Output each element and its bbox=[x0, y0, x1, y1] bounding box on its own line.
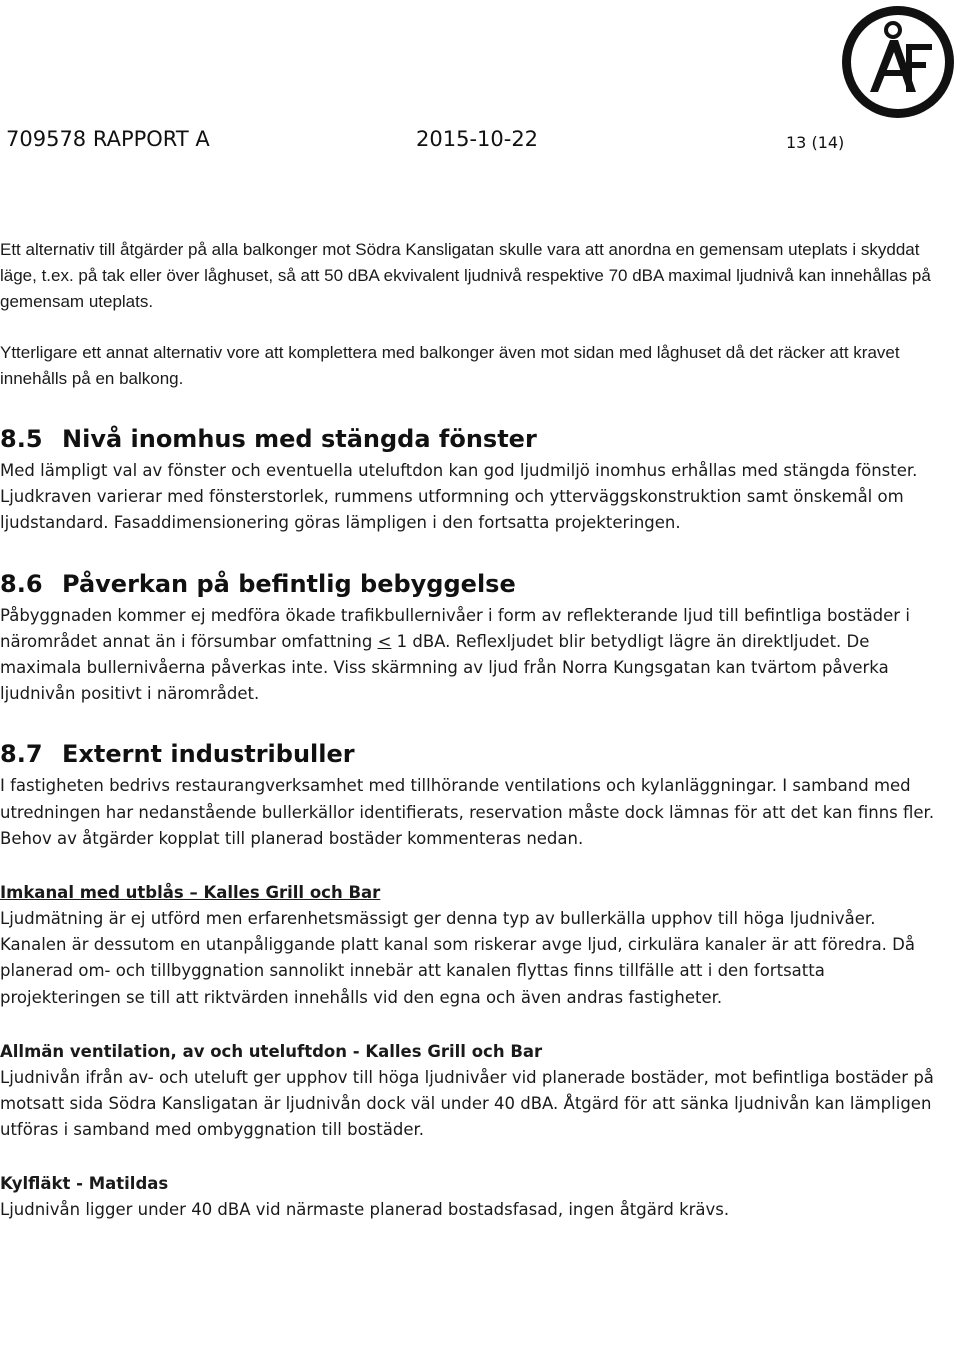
subsection-body: Ljudnivån ifrån av- och uteluft ger upphov till höga ljudnivåer vid planerade bostäder, mot befintliga bostäder på motsatt sida Södra Kansligatan är ljudnivån dock väl under 40 dBA. Åtgärd för att sänka ljudnivån kan lämpligen utföras i samband med ombyggnation till bostäder. bbox=[0, 1067, 934, 1140]
section-heading: 8.5 Nivå inomhus med stängda fönster bbox=[0, 425, 537, 454]
section-body: I fastigheten bedrivs restaurangverksamhet med tillhörande ventilations och kylanläggningar. I samband med utredningen har nedanstående bullerkällor identifierats, reservation måste dock lämnas för att det kan finns fler. Behov av åtgärder kopplat till planerad bostäder kommenteras nedan. bbox=[0, 776, 935, 848]
subsection-body: Ljudnivån ligger under 40 dBA vid närmaste planerad bostadsfasad, ingen åtgärd krävs. bbox=[0, 1200, 730, 1220]
section-heading: 8.6 Påverkan på befintlig bebyggelse bbox=[0, 569, 516, 598]
document-body bbox=[0, 237, 940, 1224]
section-heading: 8.7 Externt industribuller bbox=[0, 740, 355, 769]
paragraph: Ytterligare ett annat alternativ vore att komplettera med balkonger även mot sidan med låghuset då det räcker att kravet innehålls på en balkong. bbox=[0, 342, 900, 388]
section-body: Med lämpligt val av fönster och eventuella uteluftdon kan god ljudmiljö inomhus erhållas med stängda fönster. Ljudkraven varierar med fönsterstorlek, rummens utformning och ytterväggskonstruktion samt önskemål om ljudstandard. Fasaddimensionering göras lämpligen i den fortsatta projekteringen. bbox=[0, 461, 918, 533]
subsection-heading: Kylfläkt - Matildas bbox=[0, 1174, 169, 1194]
subsection-heading: Allmän ventilation, av och uteluftdon - Kalles Grill och Bar bbox=[0, 1041, 543, 1061]
section-body: Påbyggnaden kommer ej medföra ökade trafikbullernivåer i form av reflekterande ljud till befintliga bostäder i närområdet annat än i försumbar omfattning < 1 dBA. Reflexljudet blir betydligt lägre än direktljudet. De maximala bullernivåerna påverkas inte. Viss skärmning av ljud från Norra Kungsgatan kan tvärtom påverka ljudnivån positivt i närområdet. bbox=[0, 605, 910, 704]
report-date: 2015-10-22 bbox=[416, 127, 539, 151]
paragraph: Ett alternativ till åtgärder på alla balkonger mot Södra Kansligatan skulle vara att anordna en gemensam uteplats i skyddat läge, t.ex. på tak eller över låghuset, så att 50 dBA ekvivalent ljudnivå respektive 70 dBA maximal ljudnivå kan innehållas på gemensam uteplats. bbox=[0, 240, 931, 312]
page-header bbox=[6, 127, 856, 159]
page-number: 13 (14) bbox=[786, 133, 845, 152]
report-number: 709578 RAPPORT A bbox=[6, 127, 210, 151]
subsection-body: Ljudmätning är ej utförd men erfarenhetsmässigt ger denna typ av bullerkälla upphov till höga ljudnivåer. Kanalen är dessutom en utanpåliggande platt kanal som riskerar avge ljud, cirkulära kanaler är att föredra. Då planerad om- och tillbyggnation sannolikt innebär att kanalen flyttas finns tillfälle att i den fortsatta projekteringen se till att riktvärden innehålls vid den egna och även andras fastigheter. bbox=[0, 909, 915, 1007]
subsection-heading: Imkanal med utblås – Kalles Grill och Bar bbox=[0, 883, 381, 903]
af-logo-icon bbox=[836, 0, 960, 124]
